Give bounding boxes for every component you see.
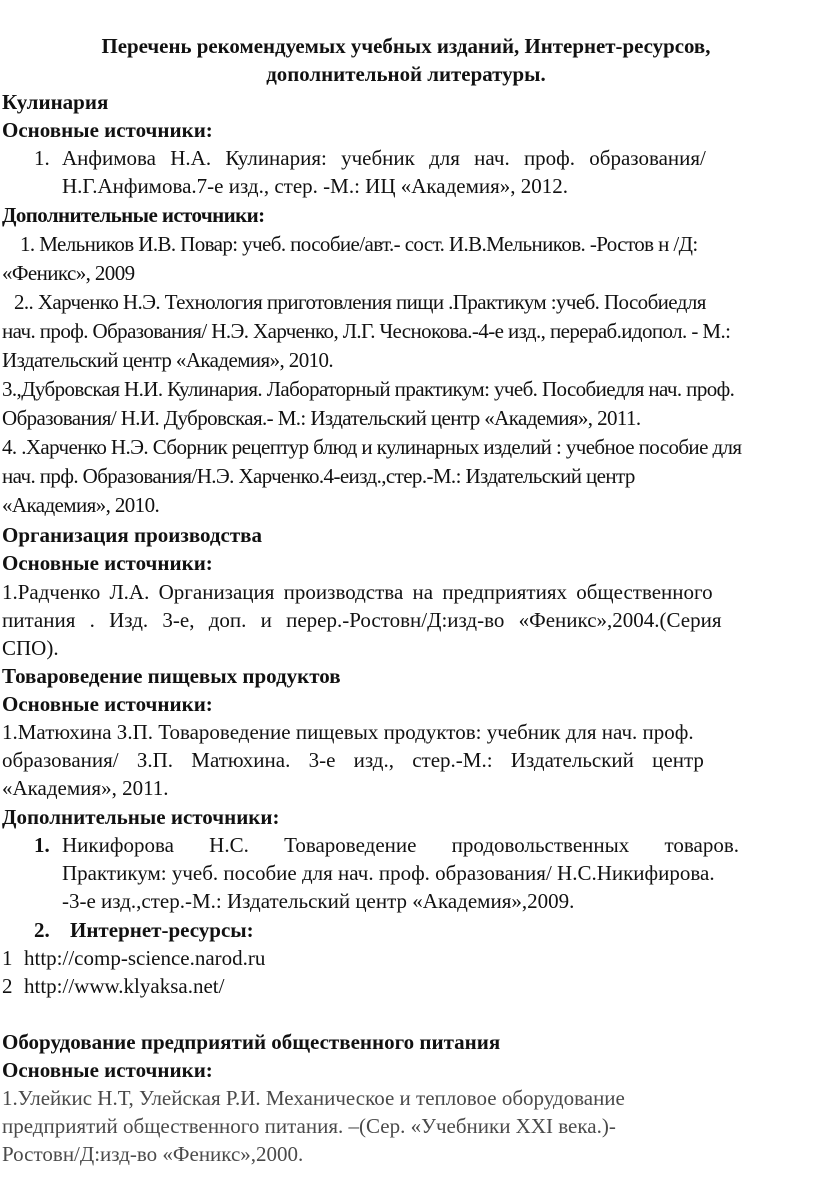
merchandising-main-label: Основные источники:: [2, 692, 213, 716]
culinary-extra-4-line-2: нач. прф. Образования/Н.Э. Харченко.4-еизд.,стер.-М.: Издательский центр: [2, 464, 635, 488]
culinary-extra-label: Дополнительные источники:: [2, 203, 265, 227]
merchandising-extra-1-number: 1.: [34, 833, 50, 857]
internet-resources-label: Интернет-ресурсы:: [70, 918, 254, 942]
organization-item-line-3: СПО).: [2, 636, 59, 660]
section-heading-merchandising: Товароведение пищевых продуктов: [2, 664, 341, 688]
merchandising-extra-1-line-3: -3-е изд.,стер.-М.: Издательский центр «Академия»,2009.: [62, 889, 575, 913]
culinary-extra-3-line-2: Образования/ Н.И. Дубровская.- М.: Издательский центр «Академия», 2011.: [2, 406, 641, 430]
link-1-number: 1: [2, 946, 13, 970]
page-title-line-2: дополнительной литературы.: [266, 62, 546, 86]
merchandising-extra-2-number: 2.: [34, 918, 50, 942]
culinary-extra-1-line-1: 1. Мельников И.В. Повар: учеб. пособие/авт.- сост. И.В.Мельников. -Ростов н /Д:: [20, 232, 698, 256]
section-heading-culinary: Кулинария: [2, 90, 109, 114]
equipment-item-line-2: предприятий общественного питания. –(Сер. «Учебники XXI века.)-: [2, 1114, 616, 1138]
link-2-number: 2: [2, 974, 13, 998]
culinary-main-label: Основные источники:: [2, 118, 213, 142]
culinary-main-item-line-1: Анфимова Н.А. Кулинария: учебник для нач. проф. образования/: [62, 146, 706, 170]
organization-item-line-2: питания . Изд. 3-е, доп. и перер.-Ростовн/Д:изд-во «Феникс»,2004.(Серия: [2, 608, 722, 632]
equipment-item-line-3: Ростовн/Д:изд-во «Феникс»,2000.: [2, 1142, 304, 1166]
section-heading-equipment: Оборудование предприятий общественного питания: [2, 1030, 501, 1054]
organization-item-line-1: 1.Радченко Л.А. Организация производства на предприятиях общественного: [2, 580, 713, 604]
equipment-main-label: Основные источники:: [2, 1058, 213, 1082]
page-title-line-1: Перечень рекомендуемых учебных изданий, Интернет-ресурсов,: [101, 34, 711, 58]
culinary-extra-2-line-1: 2.. Харченко Н.Э. Технология приготовления пищи .Практикум :учеб. Пособиедля: [14, 290, 706, 314]
merchandising-item-line-1: 1.Матюхина З.П. Товароведение пищевых продуктов: учебник для нач. проф.: [2, 720, 694, 744]
link-klyaksa[interactable]: http://www.klyaksa.net/: [24, 974, 225, 998]
merchandising-extra-1-line-1: Никифорова Н.С. Товароведение продовольственных товаров.: [62, 833, 740, 857]
merchandising-item-line-2: образования/ З.П. Матюхина. 3-е изд., стер.-М.: Издательский центр: [2, 748, 704, 772]
culinary-extra-4-line-3: «Академия», 2010.: [2, 493, 160, 517]
merchandising-item-line-3: «Академия», 2011.: [2, 776, 169, 800]
culinary-extra-3-line-1: 3.,Дубровская Н.И. Кулинария. Лабораторный практикум: учеб. Пособиедля нач. проф.: [2, 377, 735, 401]
culinary-extra-2-line-3: Издательский центр «Академия», 2010.: [2, 348, 334, 372]
culinary-main-item-line-2: Н.Г.Анфимова.7-е изд., стер. -М.: ИЦ «Академия», 2012.: [62, 174, 569, 198]
link-comp-science[interactable]: http://comp-science.narod.ru: [24, 946, 266, 970]
section-heading-organization: Организация производства: [2, 523, 263, 547]
culinary-extra-4-line-1: 4. .Харченко Н.Э. Сборник рецептур блюд и кулинарных изделий : учебное пособие для: [2, 435, 742, 459]
equipment-item-line-1: 1.Улейкис Н.Т, Улейская Р.И. Механическое и тепловое оборудование: [2, 1086, 625, 1110]
merchandising-extra-label: Дополнительные источники:: [2, 805, 280, 829]
culinary-extra-1-line-2: «Феникс», 2009: [2, 261, 135, 285]
organization-main-label: Основные источники:: [2, 551, 213, 575]
merchandising-extra-1-line-2: Практикум: учеб. пособие для нач. проф. образования/ Н.С.Никифирова.: [62, 861, 715, 885]
culinary-extra-2-line-2: нач. проф. Образования/ Н.Э. Харченко, Л.Г. Чеснокова.-4-е изд., перераб.идопол. - М.:: [2, 319, 731, 343]
culinary-main-item-number: 1.: [34, 146, 50, 170]
